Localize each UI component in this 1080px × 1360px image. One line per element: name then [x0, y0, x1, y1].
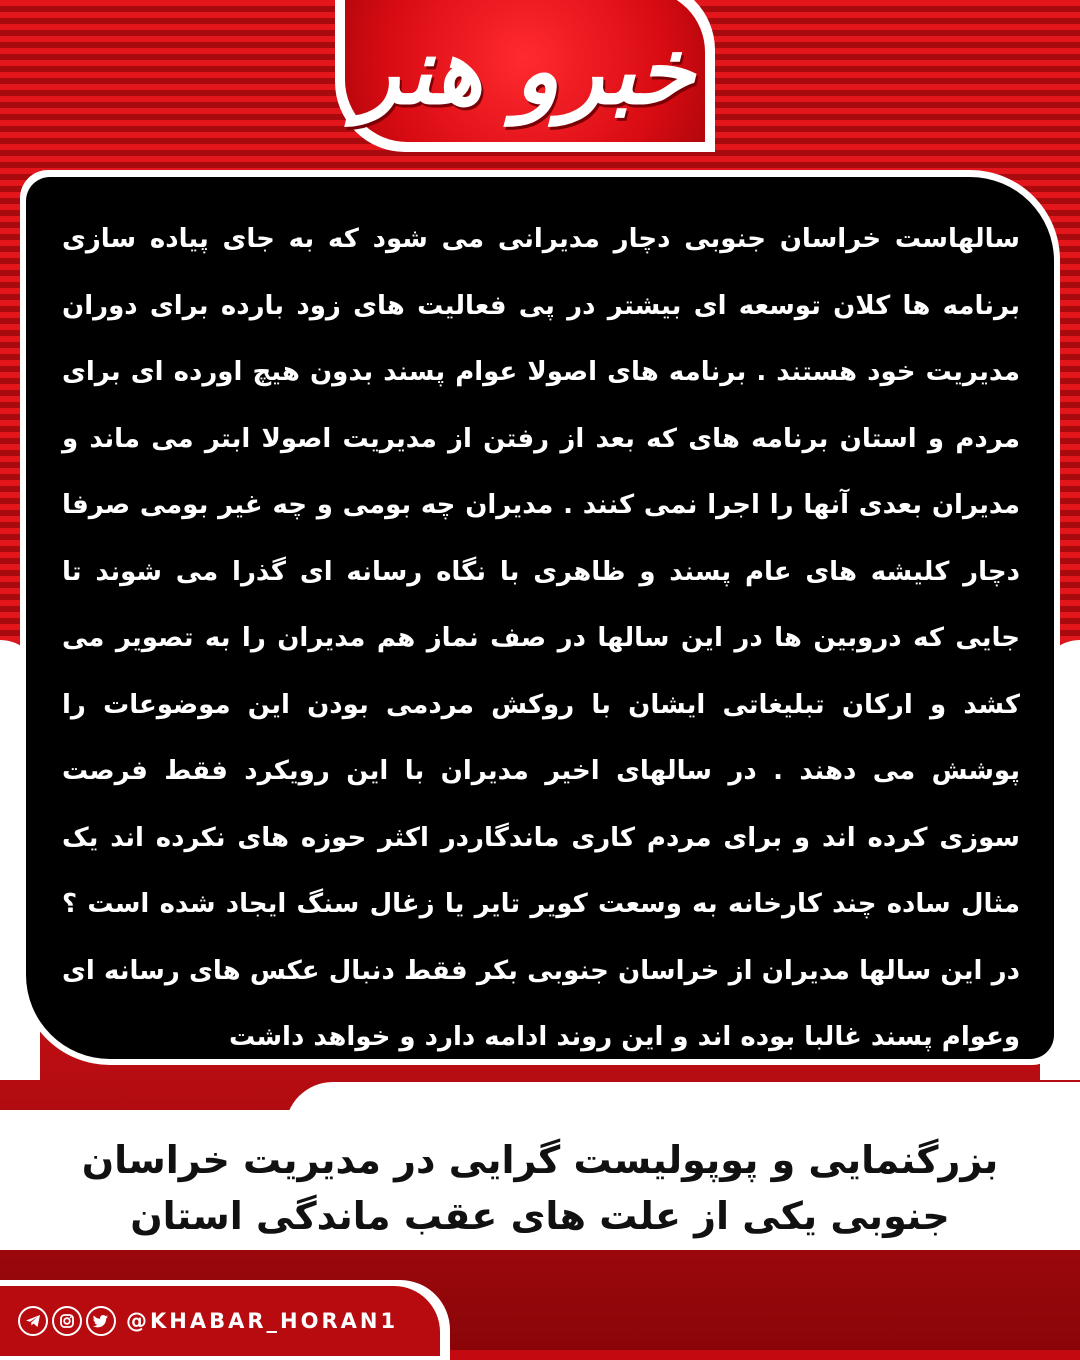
telegram-icon[interactable] [18, 1306, 48, 1336]
twitter-icon[interactable] [86, 1306, 116, 1336]
article-body: سالهاست خراسان جنوبی دچار مدیرانی می شود که به جای پیاده سازی برنامه ها کلان توسعه ای بیشتر در پی فعالیت های زود بارده برای دوران مدیریت خود هستند . برنامه های اصولا عوام پسند بدون هیچ اورده ای برای مردم و استان برنامه های که بعد از رفتن از مدیریت اصولا ابتر می ماند و مدیران بعدی آنها را اجرا نمی کنند . مدیران چه بومی و چه غیر بومی صرفا دچار کلیشه های عام پسند و ظاهری با نگاه رسانه ای گذرا می شوند تا جایی که دروبین ها در این سالها در صف نماز هم مدیران را به تصویر می کشد و ارکان تبلیغاتی ایشان با روکش مردمی بودن این موضوعات را پوشش می دهند . در سالهای اخیر مدیران با این رویکرد فقط فرصت سوزی کرده اند و برای مردم کاری ماندگاردر اکثر حوزه های نکرده اند یک مثال ساده چند کارخانه به وسعت کویر تایر یا زغال سنگ ایجاد شده است ؟ در این سالها مدیران از خراسان جنوبی بکر فقط دنبال عکس های رسانه ای وعوام پسند غالبا بوده اند و این روند ادامه دارد و خواهد داشت [62, 224, 1020, 1052]
logo-text: خبرو هنر [355, 17, 695, 125]
headline-title: بزرگنمایی و پوپولیست گرایی در مدیریت خراسان جنوبی یکی از علت های عقب ماندگی استان [81, 1138, 999, 1238]
instagram-icon[interactable] [52, 1306, 82, 1336]
headline-bar [0, 1110, 1080, 1250]
social-handle-bar [0, 1286, 440, 1356]
social-icons [18, 1306, 116, 1336]
social-handle[interactable]: @KHABAR_HORAN1 [126, 1309, 399, 1333]
logo [345, 0, 705, 142]
